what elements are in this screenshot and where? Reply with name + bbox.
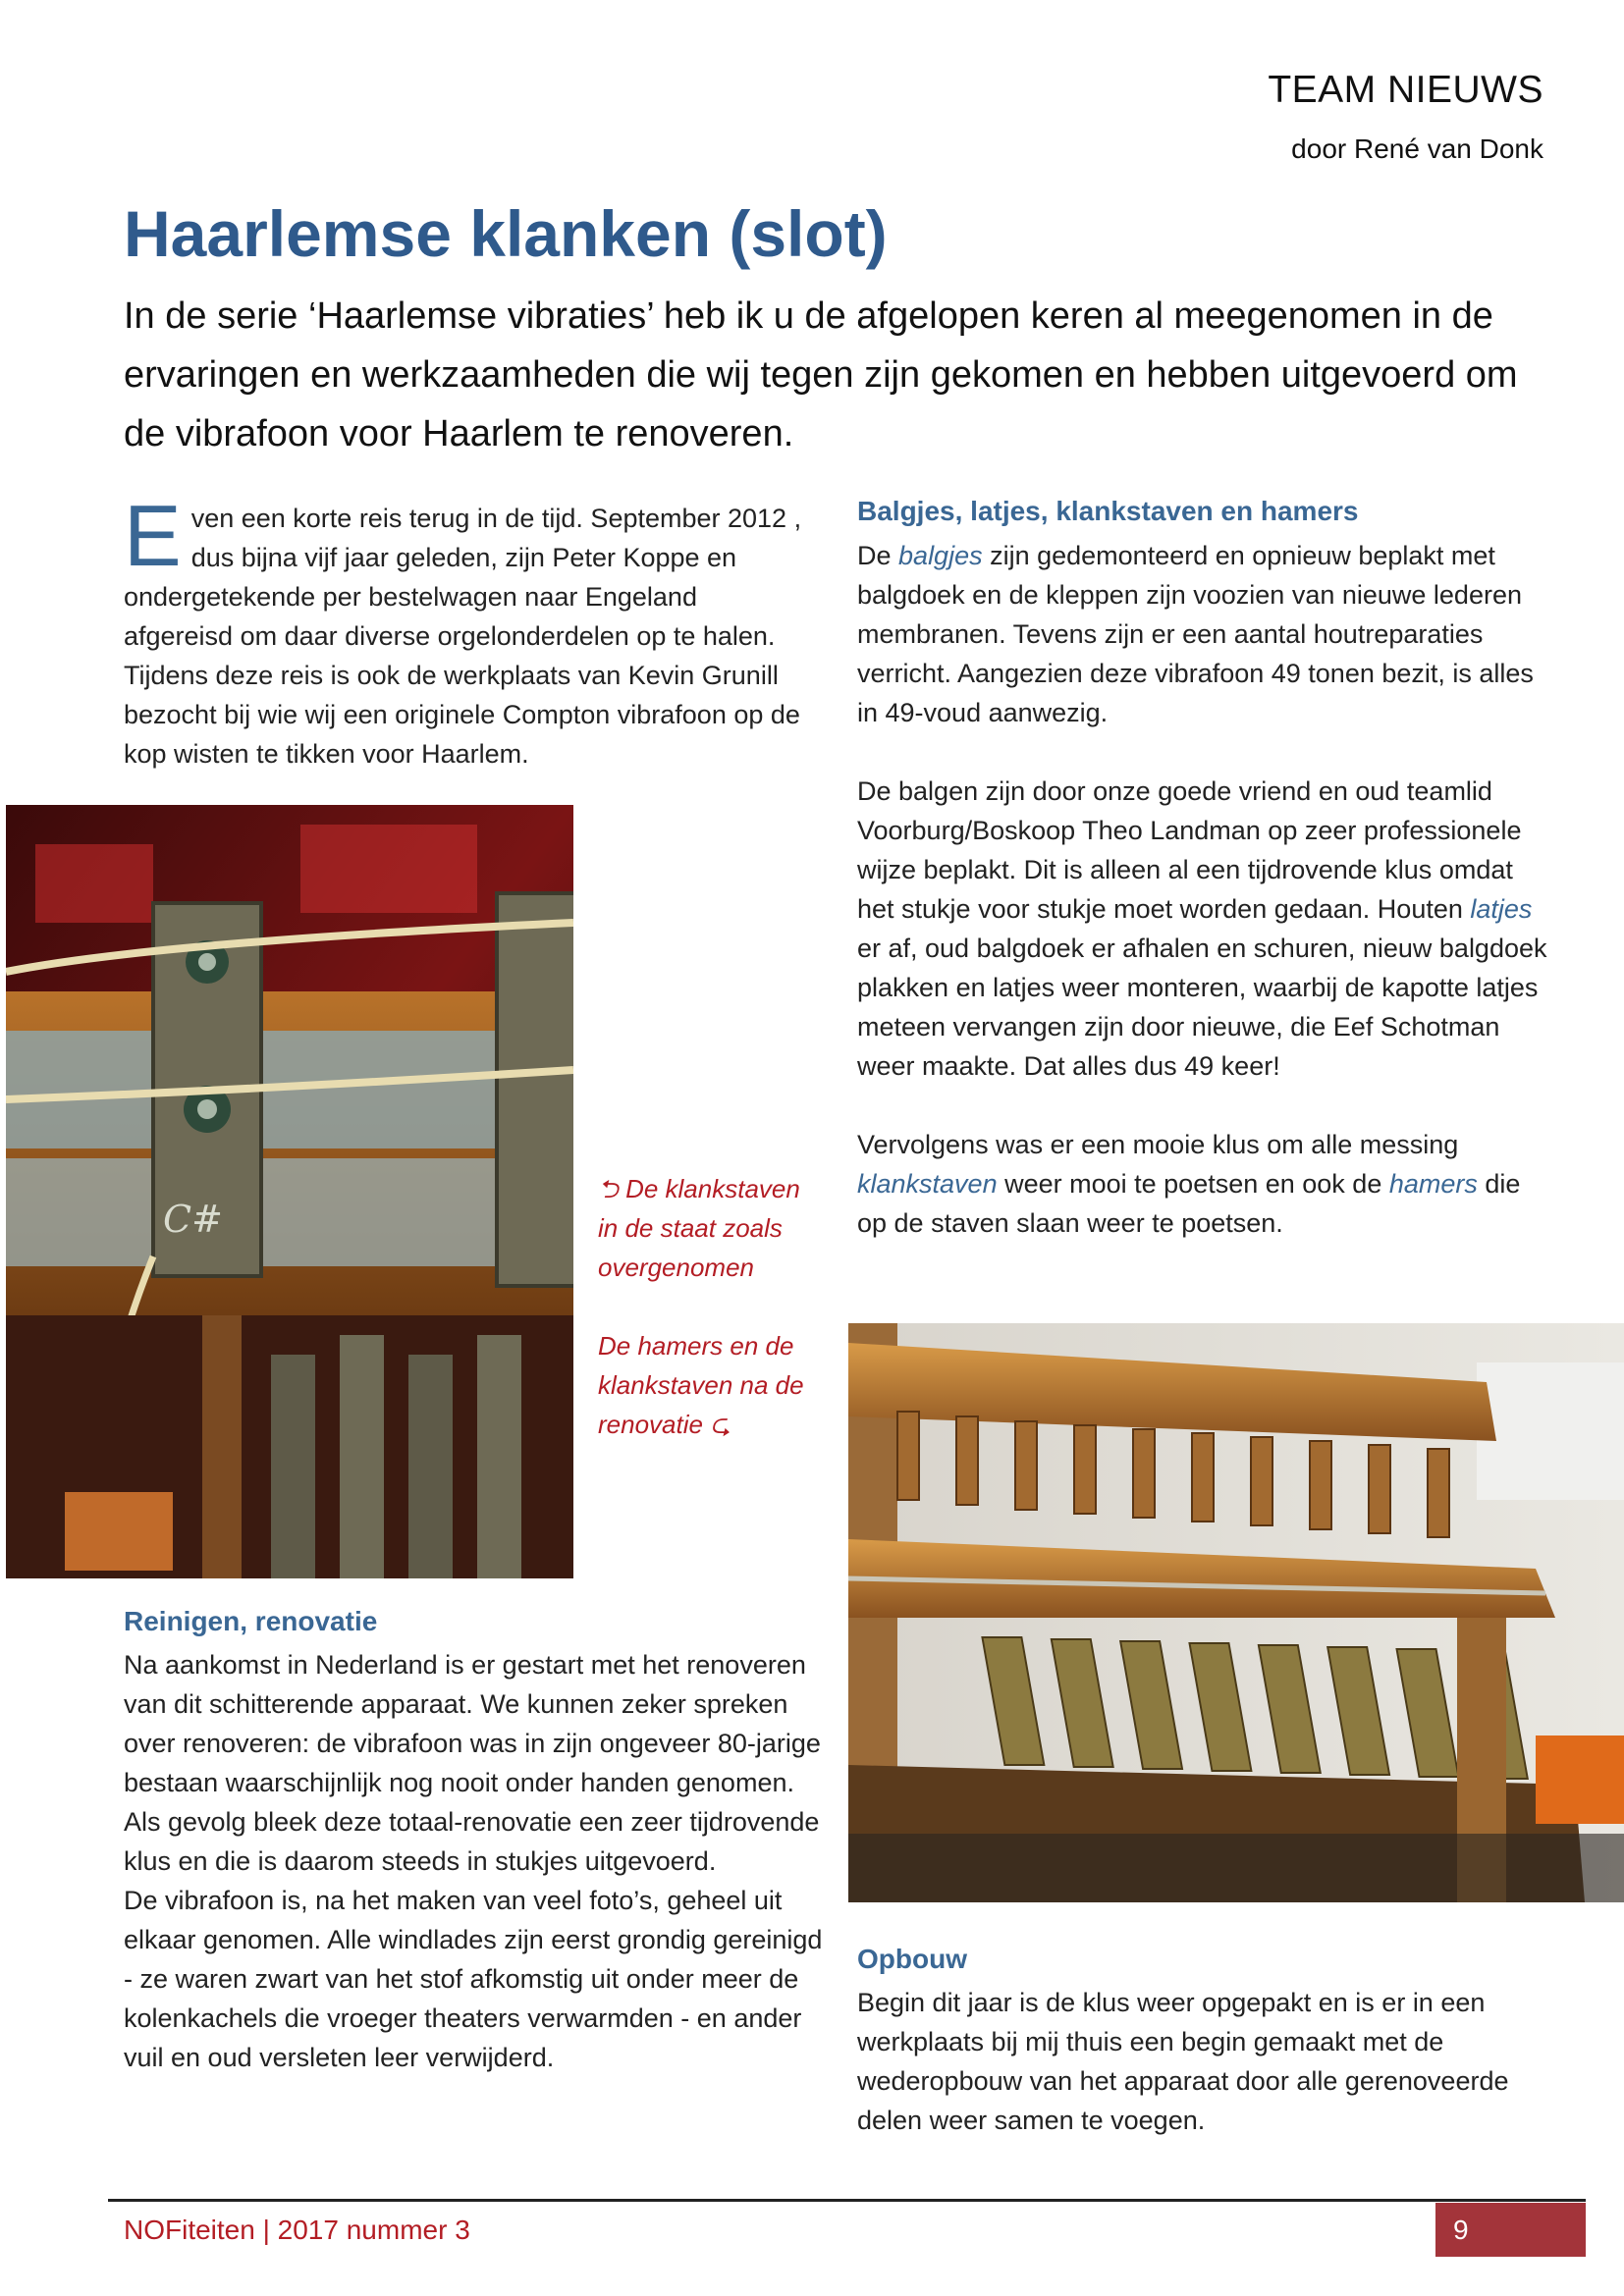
page-number: 9 xyxy=(1453,2215,1469,2245)
footer-rule xyxy=(108,2199,1586,2202)
opbouw-text xyxy=(857,1983,1554,2140)
text-run: er af, oud balgdoek er afhalen en schuren, nieuw balgdoek plakken en latjes weer monteren, waarbij de kapotte latjes meteen vervangen zijn door nieuwe, die Eef Schotman weer maakte. Dat alles dus 49 keer! xyxy=(857,934,1547,1081)
heading-balgjes: Balgjes, latjes, klankstaven en hamers xyxy=(857,496,1359,526)
text-run: weer mooi te poetsen en ook de xyxy=(997,1169,1389,1199)
article-title: Haarlemse klanken (slot) xyxy=(124,197,888,270)
text-run: die op de staven slaan weer te poetsen. xyxy=(857,1169,1521,1238)
reinigen-paragraph-2: De vibrafoon is, na het maken van veel foto’s, geheel uit elkaar genomen. Alle windlades zijn eerst grondig gereinigd - ze waren zwart van het stof afkomstig uit onder meer de kolenkachels die vroeger theaters verwarmden - en ander vuil en oud versleten leer verwijderd. xyxy=(124,1886,823,2072)
heading-opbouw: Opbouw xyxy=(857,1944,967,1974)
highlight-balgjes: balgjes xyxy=(898,541,983,570)
left-arrow-icon: ⮌ xyxy=(598,1174,619,1203)
balgjes-paragraph-1 xyxy=(857,536,1554,732)
caption-after: De hamers en de klankstaven na de renovatie xyxy=(598,1331,804,1439)
photo-bars-before xyxy=(6,805,573,1578)
text-run: zijn gedemonteerd en opnieuw beplakt met balgdoek en de kleppen zijn voozien van nieuwe lederen membranen. Tevens zijn er een aantal houtreparaties verricht. Aangezien deze vibrafoon 49 tonen bezit, is alles in 49-voud aanwezig. xyxy=(857,541,1534,727)
highlight-klankstaven: klankstaven xyxy=(857,1169,998,1199)
highlight-latjes: latjes xyxy=(1470,894,1533,924)
heading-reinigen: Reinigen, renovatie xyxy=(124,1606,378,1636)
reinigen-text xyxy=(124,1645,831,2077)
text-run: De balgen zijn door onze goede vriend en oud teamlid Voorburg/Boskoop Theo Landman op zeer professionele wijze beplakt. Dit is alleen al een tijdrovende klus omdat het stukje voor stukje moet worden gedaan. Houten xyxy=(857,776,1522,924)
intro-text: ven een korte reis terug in de tijd. September 2012 , dus bijna vijf jaar geleden, zijn Peter Koppe en ondergetekende per bestelwagen naar Engeland afgereisd om daar diverse orgelonderdelen op te halen. Tijdens deze reis is ook de werkplaats van Kevin Grunill bezocht bij wie wij een originele Compton vibrafoon op de kop wisten te tikken voor Haarlem. xyxy=(124,504,802,769)
drop-cap: E xyxy=(124,487,182,584)
article-lead: In de serie ‘Haarlemse vibraties’ heb ik u de afgelopen keren al meegenomen in de ervaringen en werkzaamheden die wij tegen zijn gekomen en hebben uitgevoerd om de vibrafoon voor Haarlem te renoveren. xyxy=(124,295,1518,454)
opbouw-paragraph-1: Begin dit jaar is de klus weer opgepakt en is er in een werkplaats bij mij thuis een begin gemaakt met de wederopbouw van het apparaat door alle gerenoveerde delen weer samen te voegen. xyxy=(857,1988,1509,2135)
caption-before: De klankstaven in de staat zoals overgenomen xyxy=(598,1174,800,1282)
balgjes-text xyxy=(857,536,1554,1243)
photo-hammers-after xyxy=(848,1323,1624,1902)
balgjes-paragraph-3 xyxy=(857,1125,1554,1243)
photo-captions xyxy=(598,1169,814,1444)
section-label: TEAM NIEUWS xyxy=(1268,69,1543,111)
balgjes-paragraph-2 xyxy=(857,772,1554,1086)
text-run: De xyxy=(857,541,899,570)
footer-publication: NOFiteiten | 2017 nummer 3 xyxy=(124,2215,470,2245)
engraving-c-sharp: C# xyxy=(163,1198,223,1241)
highlight-hamers: hamers xyxy=(1388,1169,1478,1199)
reinigen-paragraph-1: Na aankomst in Nederland is er gestart met het renoveren van dit schitterende apparaat. We kunnen zeker spreken over renoveren: de vibrafoon was in zijn ongeveer 80-jarige bestaan waarschijnlijk nog nooit onder handen genomen. Als gevolg bleek deze totaal-renovatie een zeer tijdrovende klus en die is daarom steeds in stukjes uitgevoerd. xyxy=(124,1650,821,1876)
intro-paragraph xyxy=(124,487,811,774)
byline: door René van Donk xyxy=(1291,133,1543,164)
right-arrow-icon: ⮎ xyxy=(710,1410,731,1439)
text-run: Vervolgens was er een mooie klus om alle messing xyxy=(857,1130,1459,1159)
